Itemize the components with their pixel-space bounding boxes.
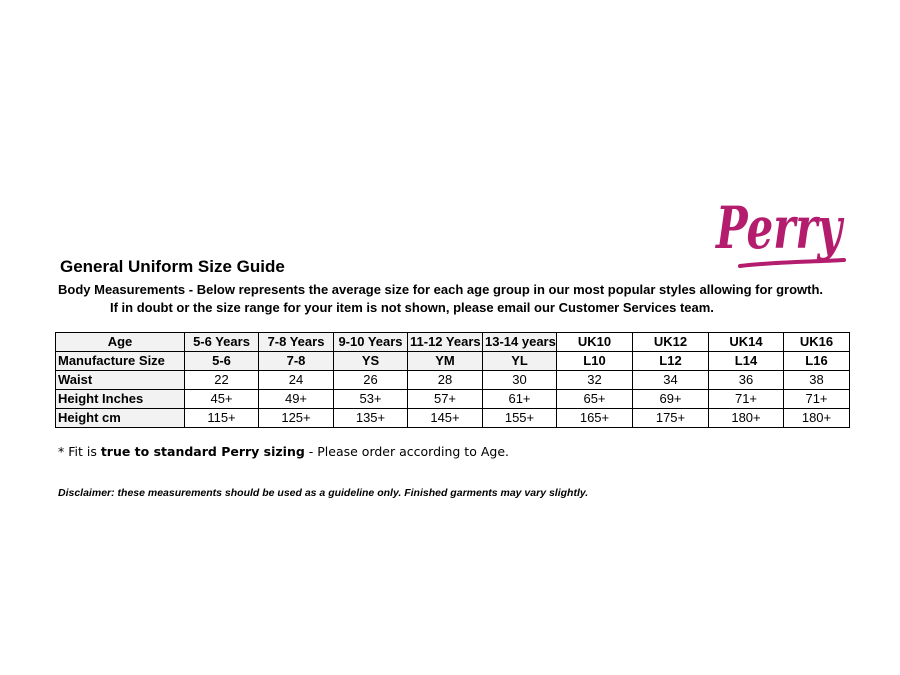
header-cell: 7-8 Years [259, 333, 334, 352]
table-cell: 65+ [557, 390, 633, 409]
table-cell: L14 [709, 352, 784, 371]
table-cell: 38 [784, 371, 850, 390]
table-cell: L16 [784, 352, 850, 371]
fit-note [58, 444, 509, 459]
table-cell: YS [334, 352, 408, 371]
table-cell: YL [483, 352, 557, 371]
header-cell: UK16 [784, 333, 850, 352]
header-cell: 13-14 years [483, 333, 557, 352]
svg-text:Perry: Perry [714, 194, 846, 262]
table-cell: 49+ [259, 390, 334, 409]
table-cell: L10 [557, 352, 633, 371]
table-cell: 69+ [633, 390, 709, 409]
table-cell: 32 [557, 371, 633, 390]
table-cell: 45+ [185, 390, 259, 409]
table-cell: 71+ [784, 390, 850, 409]
table-cell: 7-8 [259, 352, 334, 371]
disclaimer: Disclaimer: these measurements should be used as a guideline only. Finished garments may vary slightly. [58, 487, 589, 499]
table-row [56, 390, 850, 409]
table-cell: 34 [633, 371, 709, 390]
table-cell: 135+ [334, 409, 408, 428]
table-cell: 5-6 [185, 352, 259, 371]
table-cell: 57+ [408, 390, 483, 409]
row-label: Waist [56, 371, 185, 390]
table-cell: 145+ [408, 409, 483, 428]
table-cell: 26 [334, 371, 408, 390]
header-cell: Age [56, 333, 185, 352]
table-cell: 155+ [483, 409, 557, 428]
table-cell: 175+ [633, 409, 709, 428]
header-cell: 5-6 Years [185, 333, 259, 352]
table-cell: 125+ [259, 409, 334, 428]
table-cell: L12 [633, 352, 709, 371]
fit-note-suffix: - Please order according to Age. [304, 444, 509, 459]
row-label: Height cm [56, 409, 185, 428]
table-header-row [56, 333, 850, 352]
table-cell: YM [408, 352, 483, 371]
table-cell: 24 [259, 371, 334, 390]
fit-note-prefix: * Fit is [58, 444, 101, 459]
table-cell: 36 [709, 371, 784, 390]
header-cell: UK10 [557, 333, 633, 352]
perry-logo [712, 180, 848, 272]
table-cell: 61+ [483, 390, 557, 409]
header-cell: UK14 [709, 333, 784, 352]
table-cell: 30 [483, 371, 557, 390]
size-guide-table [55, 332, 850, 428]
table-row [56, 409, 850, 428]
table-cell: 22 [185, 371, 259, 390]
table-row [56, 352, 850, 371]
row-label: Height Inches [56, 390, 185, 409]
row-label: Manufacture Size [56, 352, 185, 371]
fit-note-emphasis: true to standard Perry sizing [100, 444, 305, 459]
intro-line-1: Body Measurements - Below represents the average size for each age group in our most popular styles allowing for growth. [58, 282, 824, 297]
table-cell: 180+ [784, 409, 850, 428]
table-row [56, 371, 850, 390]
table-cell: 71+ [709, 390, 784, 409]
table-cell: 53+ [334, 390, 408, 409]
intro-line-2: If in doubt or the size range for your item is not shown, please email our Customer Services team. [110, 300, 714, 315]
table-cell: 28 [408, 371, 483, 390]
header-cell: UK12 [633, 333, 709, 352]
table-cell: 165+ [557, 409, 633, 428]
table-cell: 180+ [709, 409, 784, 428]
page-title: General Uniform Size Guide [60, 257, 285, 276]
header-cell: 9-10 Years [334, 333, 408, 352]
table-cell: 115+ [185, 409, 259, 428]
header-cell: 11-12 Years [408, 333, 483, 352]
